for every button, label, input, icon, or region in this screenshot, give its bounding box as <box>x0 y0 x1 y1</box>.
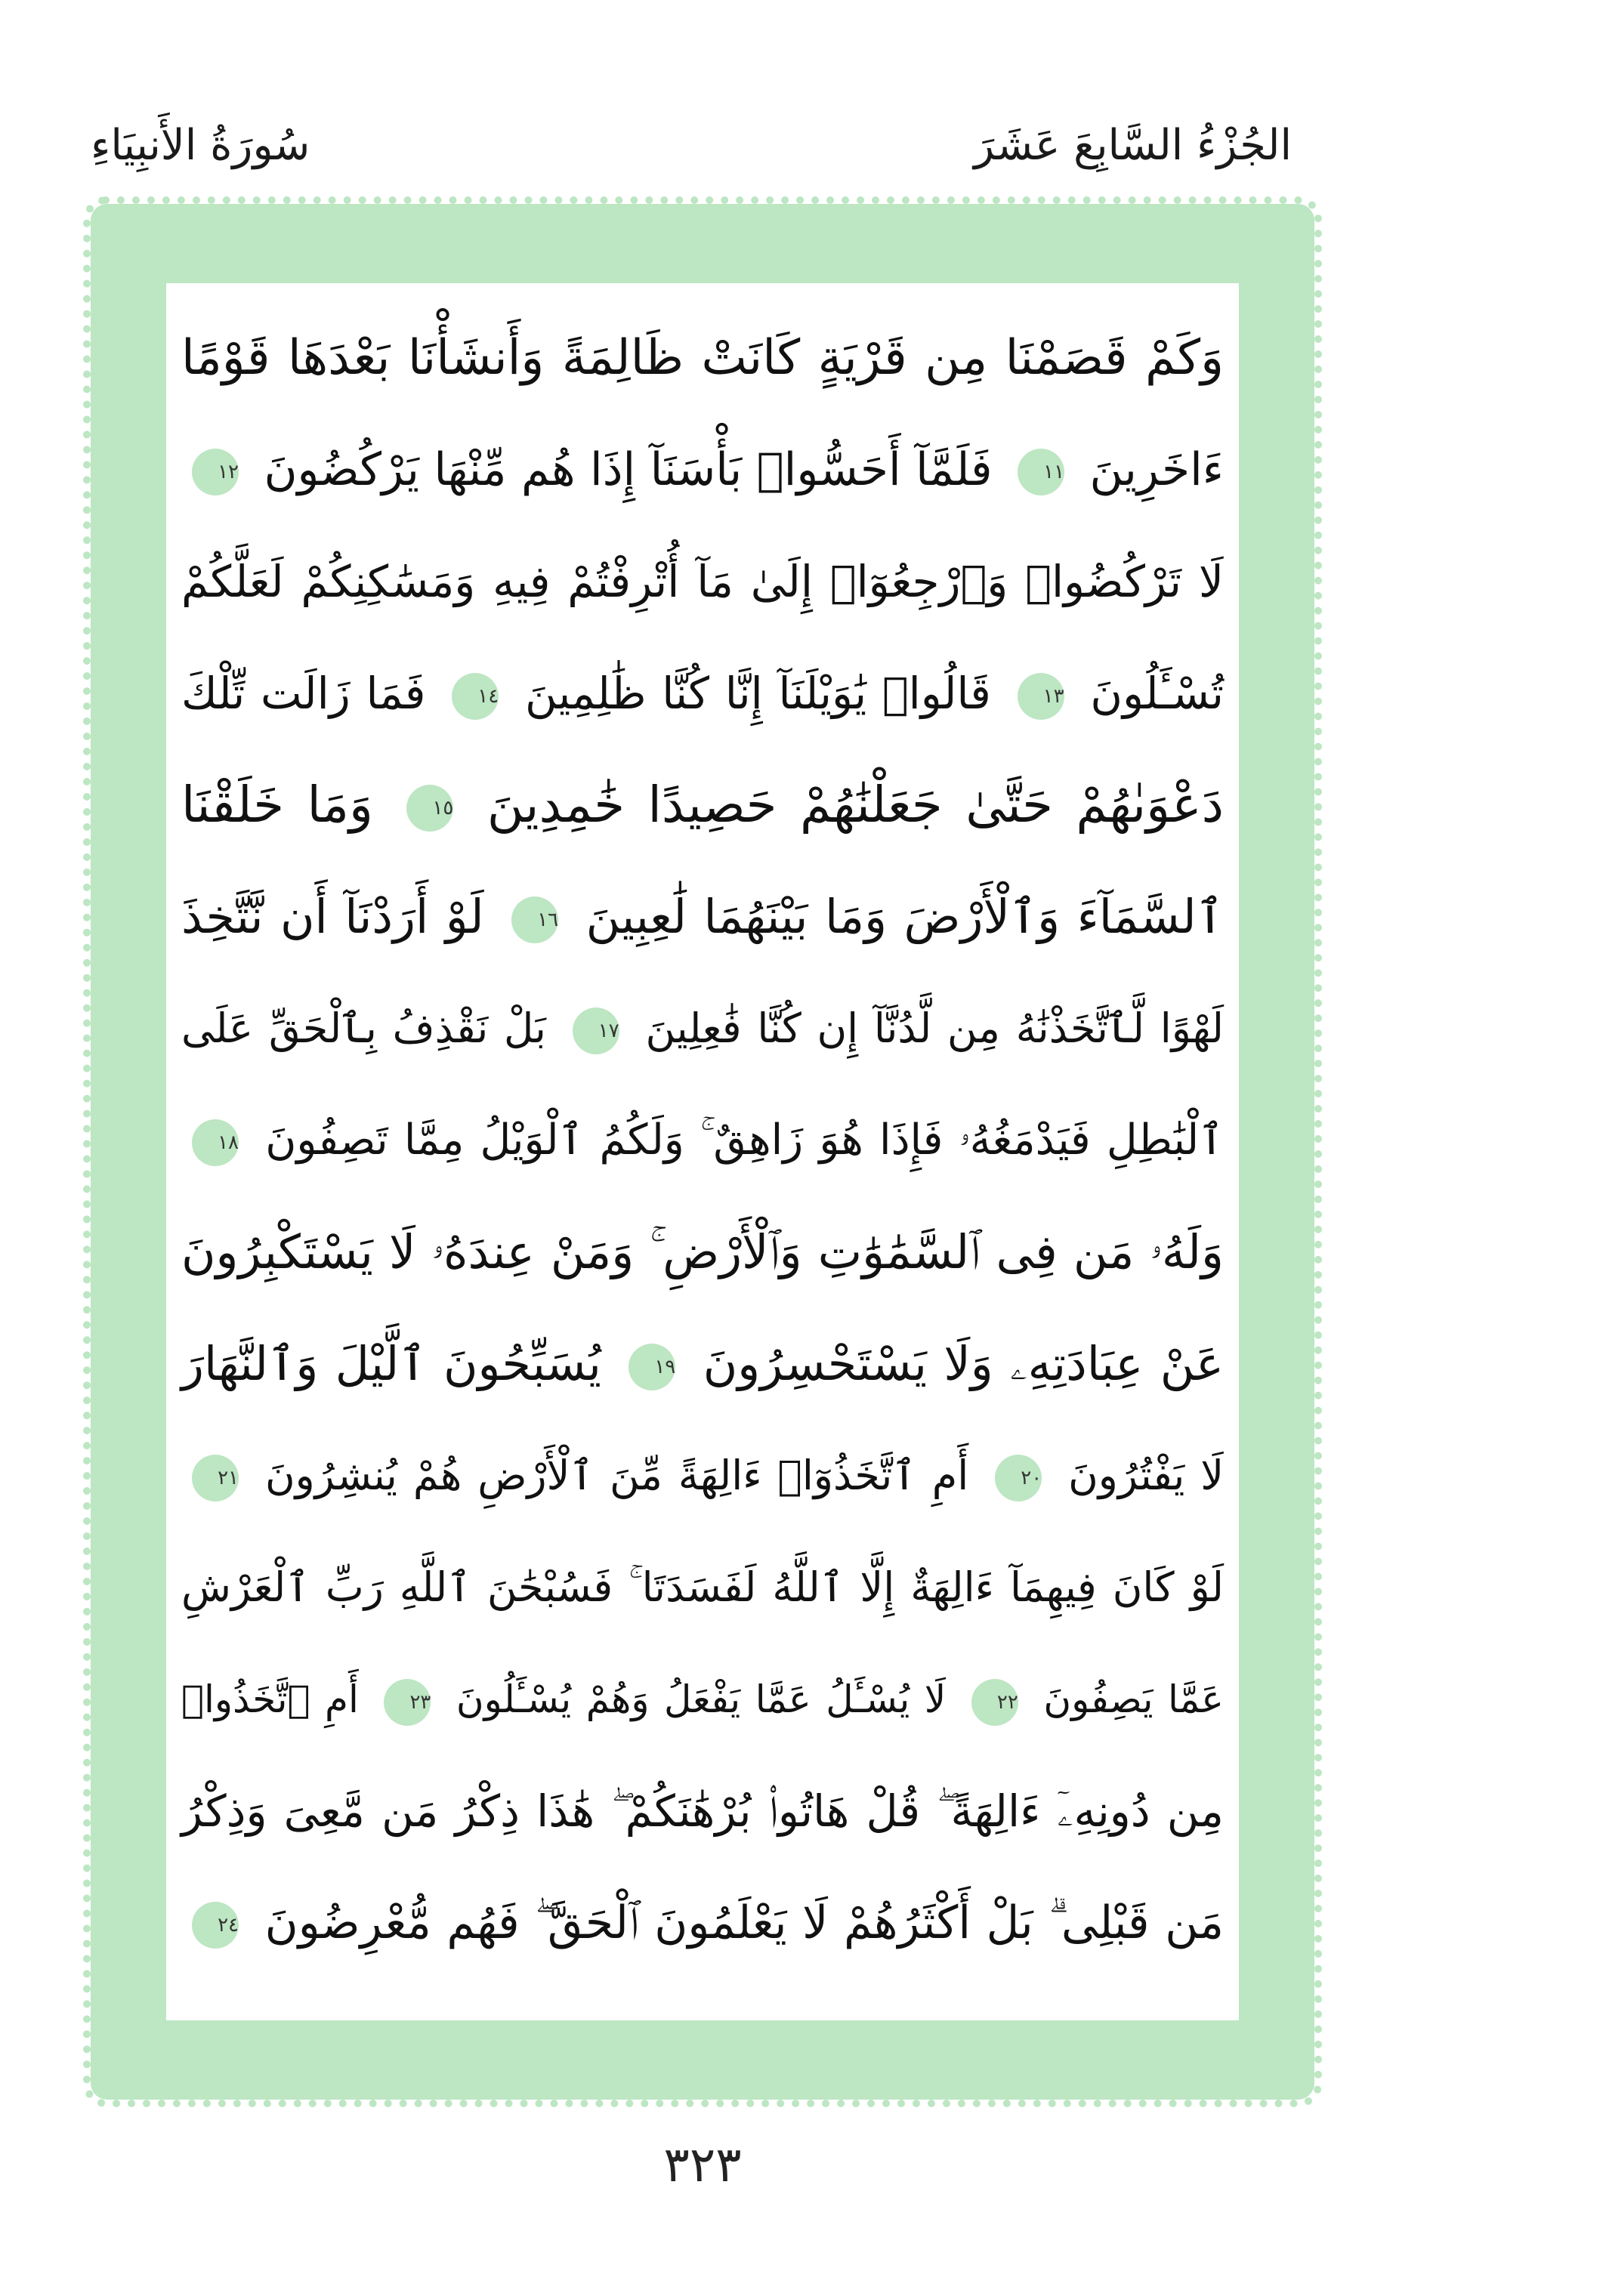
verse-text: فَلَمَّآ أَحَسُّوا۟ بَأْسَنَآ إِذَا هُم مِّنْهَا يَرْكُضُونَ <box>264 443 993 496</box>
verse-line <box>181 302 1224 414</box>
verse-text: وَكَمْ قَصَمْنَا مِن قَرْيَةٍ كَانَتْ ظَالِمَةً وَأَنشَأْنَا بَعْدَهَا قَوْمًا <box>181 330 1224 386</box>
ayah-number-marker: ٢١ <box>192 1455 239 1501</box>
surah-title: سُورَةُ الأَنبِيَاءِ <box>91 121 310 170</box>
ayah-number-marker: ١٥ <box>406 785 453 832</box>
verse-line <box>181 1308 1224 1420</box>
verse-line <box>181 1196 1224 1308</box>
verse-text: يُسَبِّحُونَ ٱلَّيْلَ وَٱلنَّهَارَ <box>181 1336 601 1391</box>
verse-text: ءَاخَرِينَ <box>1089 443 1224 496</box>
verse-text: لَا يَفْتُرُونَ <box>1068 1452 1225 1499</box>
ayah-number-marker: ١٩ <box>629 1344 675 1390</box>
verse-text: لَوْ أَرَدْنَآ أَن نَّتَّخِذَ <box>181 889 484 944</box>
page-number: ٣٢٣ <box>663 2137 742 2193</box>
verse-text: وَمَا خَلَقْنَا <box>181 776 373 834</box>
ayah-number-marker: ١٨ <box>192 1119 239 1166</box>
verse-line <box>181 1085 1224 1196</box>
ayah-number-marker: ١٧ <box>573 1008 619 1054</box>
verse-text: ٱلْبَٰطِلِ فَيَدْمَغُهُۥ فَإِذَا هُوَ زَاهِقٌ ۚ وَلَكُمُ ٱلْوَيْلُ مِمَّا تَصِفُونَ <box>265 1116 1224 1165</box>
ayah-number-marker: ٢٤ <box>192 1902 239 1949</box>
verse-line <box>181 1755 1224 1867</box>
ayah-number-marker: ٢٠ <box>995 1455 1042 1501</box>
verse-text: مِن دُونِهِۦٓ ءَالِهَةً ۖ قُلْ هَاتُوا۟ بُرْهَٰنَكُمْ ۖ هَٰذَا ذِكْرُ مَن مَّعِىَ وَذِكْرُ <box>181 1785 1224 1837</box>
verse-line <box>181 526 1224 637</box>
verse-text: بَلْ نَقْذِفُ بِٱلْحَقِّ عَلَى <box>181 1004 546 1052</box>
decorative-frame <box>91 204 1314 2100</box>
verse-text: تُسْـَٔلُونَ <box>1090 668 1225 719</box>
verse-text: قَالُوا۟ يَٰوَيْلَنَآ إِنَّا كُنَّا ظَٰلِمِينَ <box>524 668 991 719</box>
ayah-number-marker: ٢٢ <box>971 1679 1018 1726</box>
ayah-number-marker: ١٤ <box>452 673 499 720</box>
verse-text: وَلَهُۥ مَن فِى ٱلسَّمَٰوَٰتِ وَٱلْأَرْضِ ۚ وَمَنْ عِندَهُۥ لَا يَسْتَكْبِرُونَ <box>181 1224 1224 1279</box>
ayah-number-marker: ١١ <box>1018 449 1064 495</box>
verse-text: أَمِ ٱتَّخَذُوا۟ <box>181 1677 359 1721</box>
verse-text: فَمَا زَالَت تِّلْكَ <box>181 668 426 719</box>
verse-text: لَا تَرْكُضُوا۟ وَٱرْجِعُوٓا۟ إِلَىٰ مَآ أُتْرِفْتُمْ فِيهِ وَمَسَٰكِنِكُمْ لَعَلَّكُمْ <box>181 556 1224 607</box>
verse-text: عَنْ عِبَادَتِهِۦ وَلَا يَسْتَحْسِرُونَ <box>703 1336 1224 1391</box>
verse-line <box>181 1420 1224 1532</box>
verse-line <box>181 749 1224 861</box>
verse-text: مَن قَبْلِى ۗ بَلْ أَكْثَرُهُمْ لَا يَعْلَمُونَ ٱلْحَقَّ ۖ فَهُم مُّعْرِضُونَ <box>264 1896 1225 1949</box>
verse-text: دَعْوَىٰهُمْ حَتَّىٰ جَعَلْنَٰهُمْ حَصِيدًا خَٰمِدِينَ <box>486 776 1224 834</box>
verse-line <box>181 973 1224 1085</box>
verse-text: لَهْوًا لَّٱتَّخَذْنَٰهُ مِن لَّدُنَّآ إِن كُنَّا فَٰعِلِينَ <box>645 1004 1224 1052</box>
verse-line <box>181 637 1224 749</box>
juz-title: الجُزْءُ السَّابِعَ عَشَرَ <box>974 121 1292 170</box>
ayah-number-marker: ١٦ <box>511 896 558 943</box>
verse-line <box>181 414 1224 526</box>
verse-line <box>181 861 1224 973</box>
verse-line <box>181 1643 1224 1755</box>
text-panel <box>166 283 1239 2020</box>
page-header <box>91 121 1292 189</box>
ayah-number-marker: ٢٣ <box>384 1679 431 1726</box>
ayah-number-marker: ١٢ <box>192 449 239 495</box>
verse-text: لَا يُسْـَٔلُ عَمَّا يَفْعَلُ وَهُمْ يُسْـَٔلُونَ <box>456 1677 947 1721</box>
verse-text: عَمَّا يَصِفُونَ <box>1043 1677 1224 1721</box>
ayah-number-marker: ١٣ <box>1018 673 1064 720</box>
verse-line <box>181 1867 1224 1979</box>
verse-line <box>181 1532 1224 1643</box>
verse-text: ٱلسَّمَآءَ وَٱلْأَرْضَ وَمَا بَيْنَهُمَا لَٰعِبِينَ <box>585 889 1224 944</box>
verse-text: لَوْ كَانَ فِيهِمَآ ءَالِهَةٌ إِلَّا ٱللَّهُ لَفَسَدَتَا ۚ فَسُبْحَٰنَ ٱللَّهِ رَبِّ ٱلْعَرْشِ <box>181 1563 1224 1611</box>
verse-lines <box>181 302 1224 2005</box>
verse-text: أَمِ ٱتَّخَذُوٓا۟ ءَالِهَةً مِّنَ ٱلْأَرْضِ هُمْ يُنشِرُونَ <box>264 1452 969 1499</box>
